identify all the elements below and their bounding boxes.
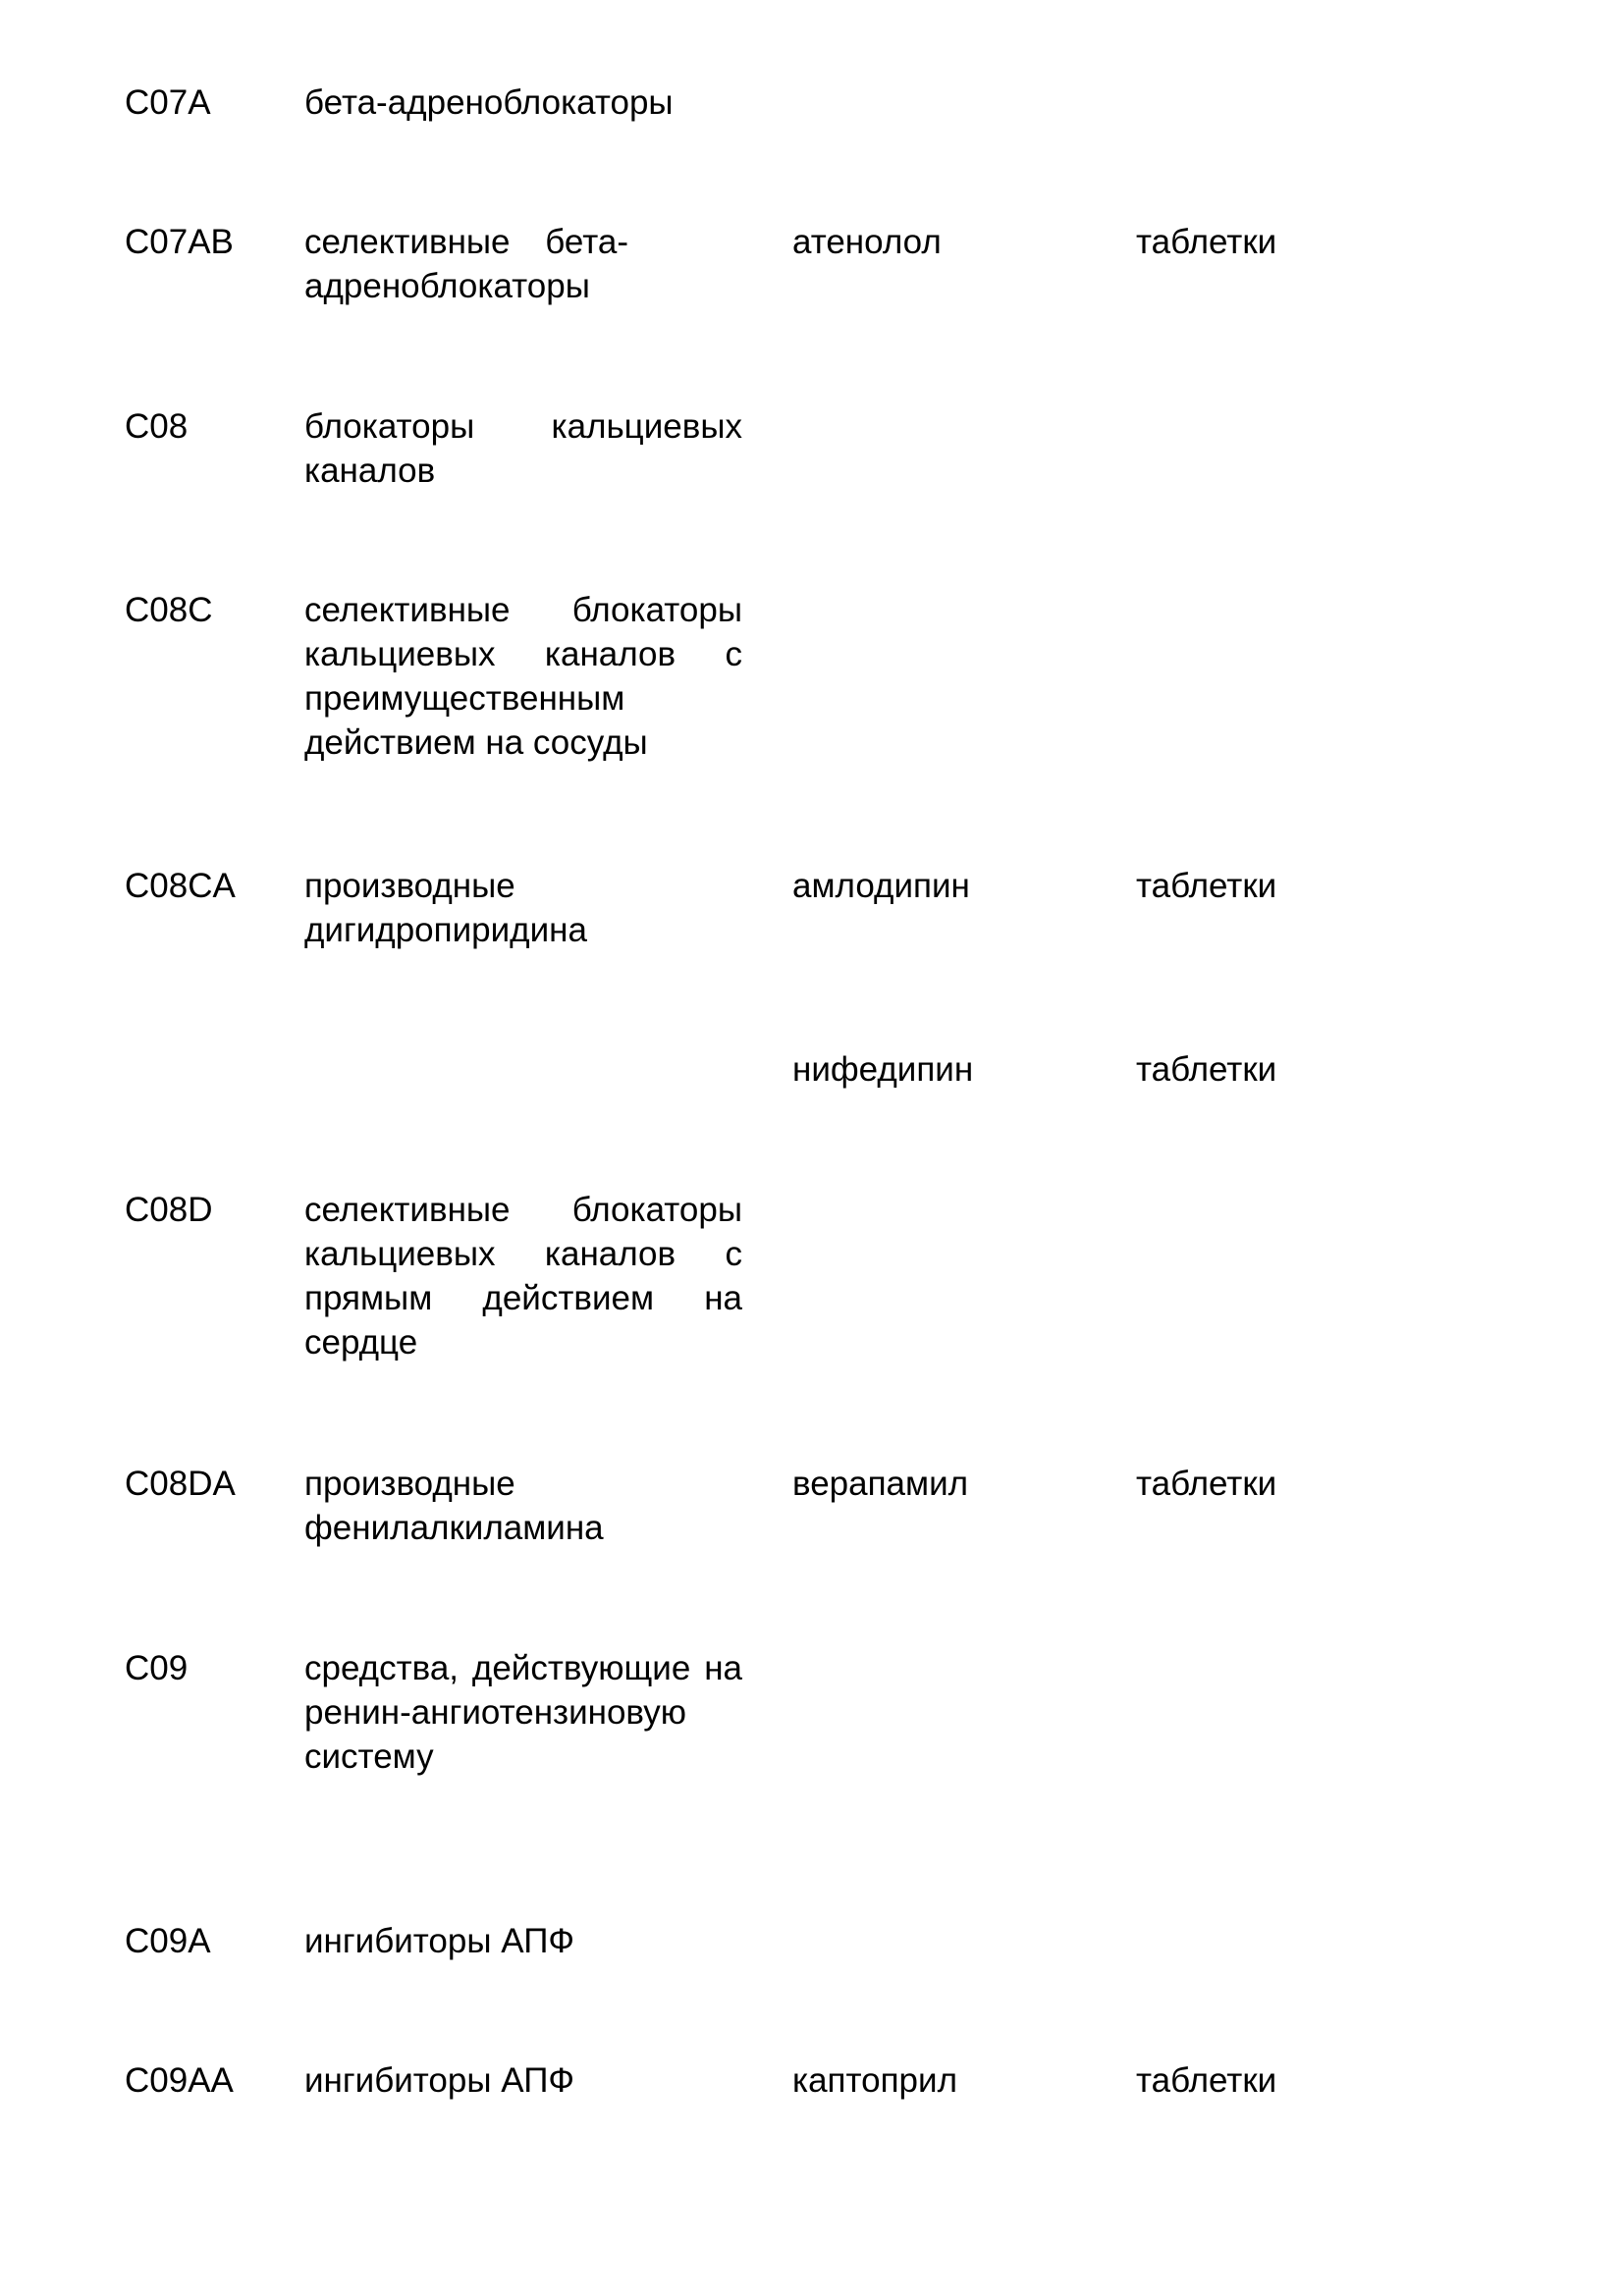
group-description: блокаторы кальциевых каналов [304, 407, 742, 490]
atc-code: C09A [125, 1922, 211, 1960]
dosage-form: таблетки [1136, 1465, 1277, 1503]
dosage-form: таблетки [1136, 223, 1277, 261]
dosage-form: таблетки [1136, 867, 1277, 905]
group-description: производные дигидропиридина [304, 867, 587, 949]
drug-name: атенолол [792, 223, 942, 261]
atc-code: C07AB [125, 223, 234, 261]
atc-code: C09 [125, 1649, 189, 1687]
group-description: селективные блокаторы кальциевых каналов с прямым действием на сердце [304, 1191, 742, 1362]
group-description: бета-адреноблокаторы [304, 83, 674, 122]
atc-code: C08CA [125, 867, 236, 905]
atc-code: C08 [125, 407, 189, 446]
drug-name: амлодипин [792, 867, 970, 905]
atc-code: C08D [125, 1191, 213, 1229]
atc-code: C08DA [125, 1465, 236, 1503]
atc-code: C08C [125, 591, 213, 629]
group-description: производные фенилалкиламина [304, 1465, 604, 1547]
group-description: ингибиторы АПФ [304, 1922, 574, 1960]
dosage-form: таблетки [1136, 1050, 1277, 1089]
drug-name: нифедипин [792, 1050, 974, 1089]
group-description: средства, действующие на ренин-ангиотензиновую систему [304, 1649, 742, 1776]
drug-name: каптоприл [792, 2061, 957, 2100]
dosage-form: таблетки [1136, 2061, 1277, 2100]
atc-code: C09AA [125, 2061, 234, 2100]
group-description: селективные бета-адреноблокаторы [304, 223, 628, 305]
atc-code: C07A [125, 83, 211, 122]
group-description: ингибиторы АПФ [304, 2061, 574, 2100]
drug-name: верапамил [792, 1465, 969, 1503]
group-description: селективные блокаторы кальциевых каналов с преимущественным действием на сосуды [304, 591, 742, 762]
